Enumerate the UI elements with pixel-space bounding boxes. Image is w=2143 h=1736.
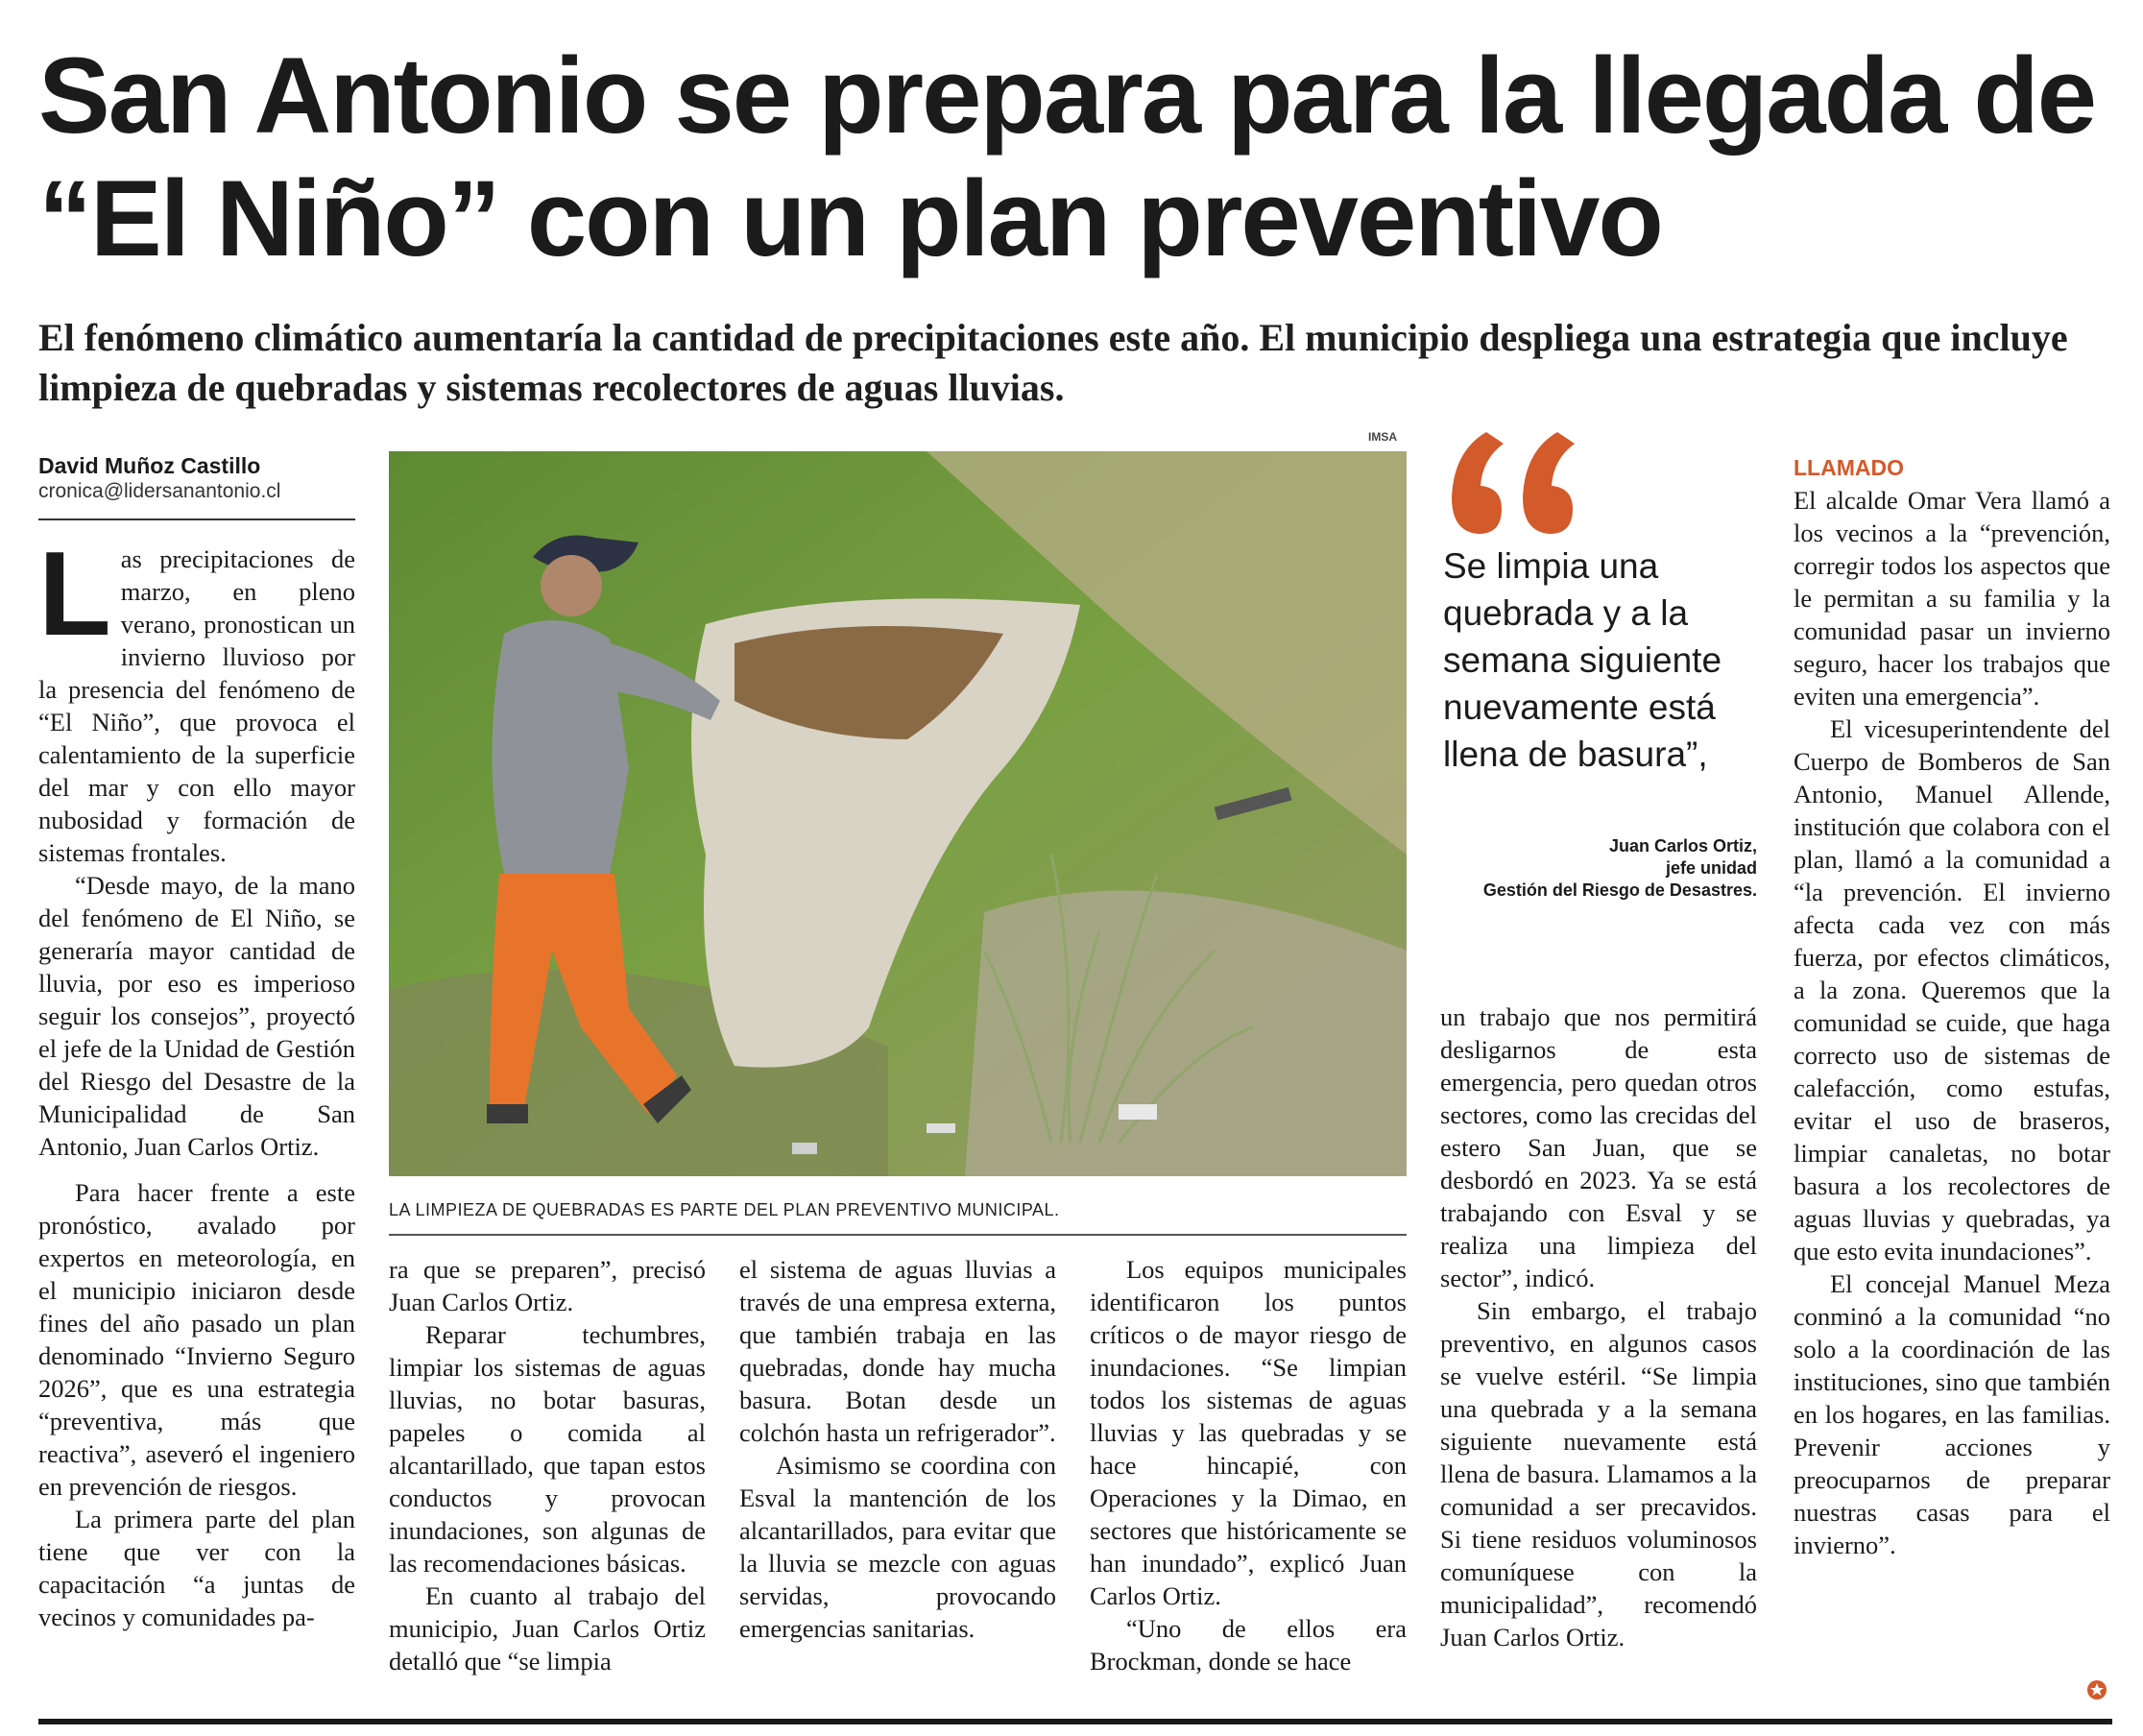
article-column-6 [1794,484,2110,1561]
column2-paragraph-1: ra que se preparen”, precisó Juan Carlos Ortiz. [389,1255,706,1316]
column2-paragraph-3: En cuanto al trabajo del municipio, Juan Carlos Ortiz detalló que “se limpia [389,1581,706,1676]
column1-paragraph-2: “Desde mayo, de la mano del fenómeno de El Niño, se generaría mayor cantidad de lluvia, por eso es imperioso seguir los consejos”, proyectó el jefe de la Unidad de Gestión del Riesgo del Desastre de la Municipalidad de San Antonio, Juan Carlos Ortiz. [38,871,355,1161]
page-bottom-rule [38,1719,2112,1724]
attribution-line-1: Juan Carlos Ortiz, [1608,836,1757,856]
attribution-line-3: Gestión del Riesgo de Desastres. [1482,880,1757,900]
drop-cap: L [38,528,111,661]
column1-p1-text: as precipitaciones de marzo, en pleno verano, pronostican un invierno lluvioso por la presencia del fenómeno de “El Niño”, que provoca el calentamiento de la superficie del mar y con ello mayor nubosidad y formación de sistemas frontales. [38,544,355,867]
article-photo [389,451,1407,1176]
article-end-icon [2085,1678,2108,1701]
byline-divider [38,518,355,520]
article-column-4 [1090,1253,1407,1677]
column6-paragraph-3: El concejal Manuel Meza conminó a la comunidad “no solo a la coordinación de las instituciones, sino que también en los hogares, en las familias. Prevenir acciones y preocuparnos de preparar nuestras casas para el invierno”. [1794,1269,2110,1559]
pull-quote: Se limpia una quebrada y a la semana siguiente nuevamente está llena de basura”, [1443,546,1722,774]
article-column-2 [389,1253,706,1677]
deck: El fenómeno climático aumentaría la cantidad de precipitaciones este año. El municipio despliega una estrategia que incluye limpieza de quebradas y sistemas recolectores de aguas lluvias. [38,316,2068,409]
byline-author: David Muñoz Castillo [38,453,261,478]
column1-paragraph-3: Para hacer frente a este pronóstico, avalado por expertos en meteorología, en el municipio iniciaron desde fines del año pasado un plan denominado “Invierno Seguro 2026”, que es una estrategia “preventiva, más que reactiva”, aseveró el ingeniero en prevención de riesgos. [38,1178,355,1501]
column4-paragraph-2: “Uno de ellos era Brockman, donde se hace [1090,1614,1407,1676]
column1-paragraph-4: La primera parte del plan tiene que ver con la capacitación “a juntas de vecinos y comunidades pa- [38,1505,355,1631]
column6-paragraph-1: El alcalde Omar Vera llamó a los vecinos a la “prevención, corregir todos los aspectos que le permitan a su familia y la comunidad pasar un invierno seguro, hacer los trabajos que eviten una emergencia”. [1794,486,2110,711]
column1-paragraph-1 [38,528,355,869]
column2-paragraph-2: Reparar techumbres, limpiar los sistemas de aguas lluvias, no botar basuras, papeles o comida al alcantarillado, que tapan estos conductos y provocan inundaciones, son algunas de las recomendaciones básicas. [389,1320,706,1578]
article-column-1 [38,528,355,1633]
section-subhead: LLAMADO [1794,455,1904,480]
article-column-5 [1440,1001,1757,1653]
column3-paragraph-2: Asimismo se coordina con Esval la mantención de los alcantarillados, para evitar que la lluvia se mezcle con aguas servidas, provocando emergencias sanitarias. [739,1451,1056,1643]
article-column-3 [739,1253,1056,1645]
photo-credit: IMSA [1368,430,1397,444]
photo-caption: LA LIMPIEZA DE QUEBRADAS ES PARTE DEL PLAN PREVENTIVO MUNICIPAL. [389,1200,1060,1219]
headline: San Antonio se prepara para la llegada de “El Niño” con un plan preventivo [38,36,2096,278]
byline-email[interactable]: cronica@lidersanantonio.cl [38,480,281,502]
column6-paragraph-2: El vicesuperintendente del Cuerpo de Bomberos de San Antonio, Manuel Allende, institución que colabora con el plan, llamó a la comunidad a “la prevención. El invierno afecta cada vez con más fuerza, por efectos climáticos, a la zona. Queremos que la comunidad se cuide, que haga correcto uso de sistemas de calefacción, como estufas, evitar el uso de braseros, limpiar canaletas, no botar basura a los recolectores de aguas lluvias y quebradas, ya que esto evita inundaciones”. [1794,714,2110,1266]
photo-illustration [389,451,1407,1176]
quote-mark-icon [1440,413,1584,547]
column4-paragraph-1: Los equipos municipales identificaron los puntos críticos o de mayor riesgo de inundaciones. “Se limpian todos los sistemas de aguas lluvias y las quebradas y se hace hincapié, con Operaciones y la Dimao, en sectores que históricamente se han inundado”, explicó Juan Carlos Ortiz. [1090,1255,1407,1610]
caption-divider [389,1234,1407,1236]
column3-paragraph-1: el sistema de aguas lluvias a través de una empresa externa, que también trabaja en las quebradas, donde hay mucha basura. Botan desde un colchón hasta un refrigerador”. [739,1255,1056,1447]
column5-paragraph-2: Sin embargo, el trabajo preventivo, en algunos casos se vuelve estéril. “Se limpia una quebrada y a la semana siguiente nuevamente está llena de basura. Llamamos a la comunidad a ser precavidos. Si tiene residuos voluminosos comuníquese con la municipalidad”, recomendó Juan Carlos Ortiz. [1440,1296,1757,1652]
pull-quote-attribution [1440,835,1757,902]
column5-paragraph-1: un trabajo que nos permitirá desligarnos de esta emergencia, pero quedan otros sectores, como las crecidas del estero San Juan, que se desbordó en 2023. Ya se está trabajando con Esval y se realiza una limpieza del sector”, indicó. [1440,1002,1757,1292]
attribution-line-2: jefe unidad [1665,858,1757,878]
